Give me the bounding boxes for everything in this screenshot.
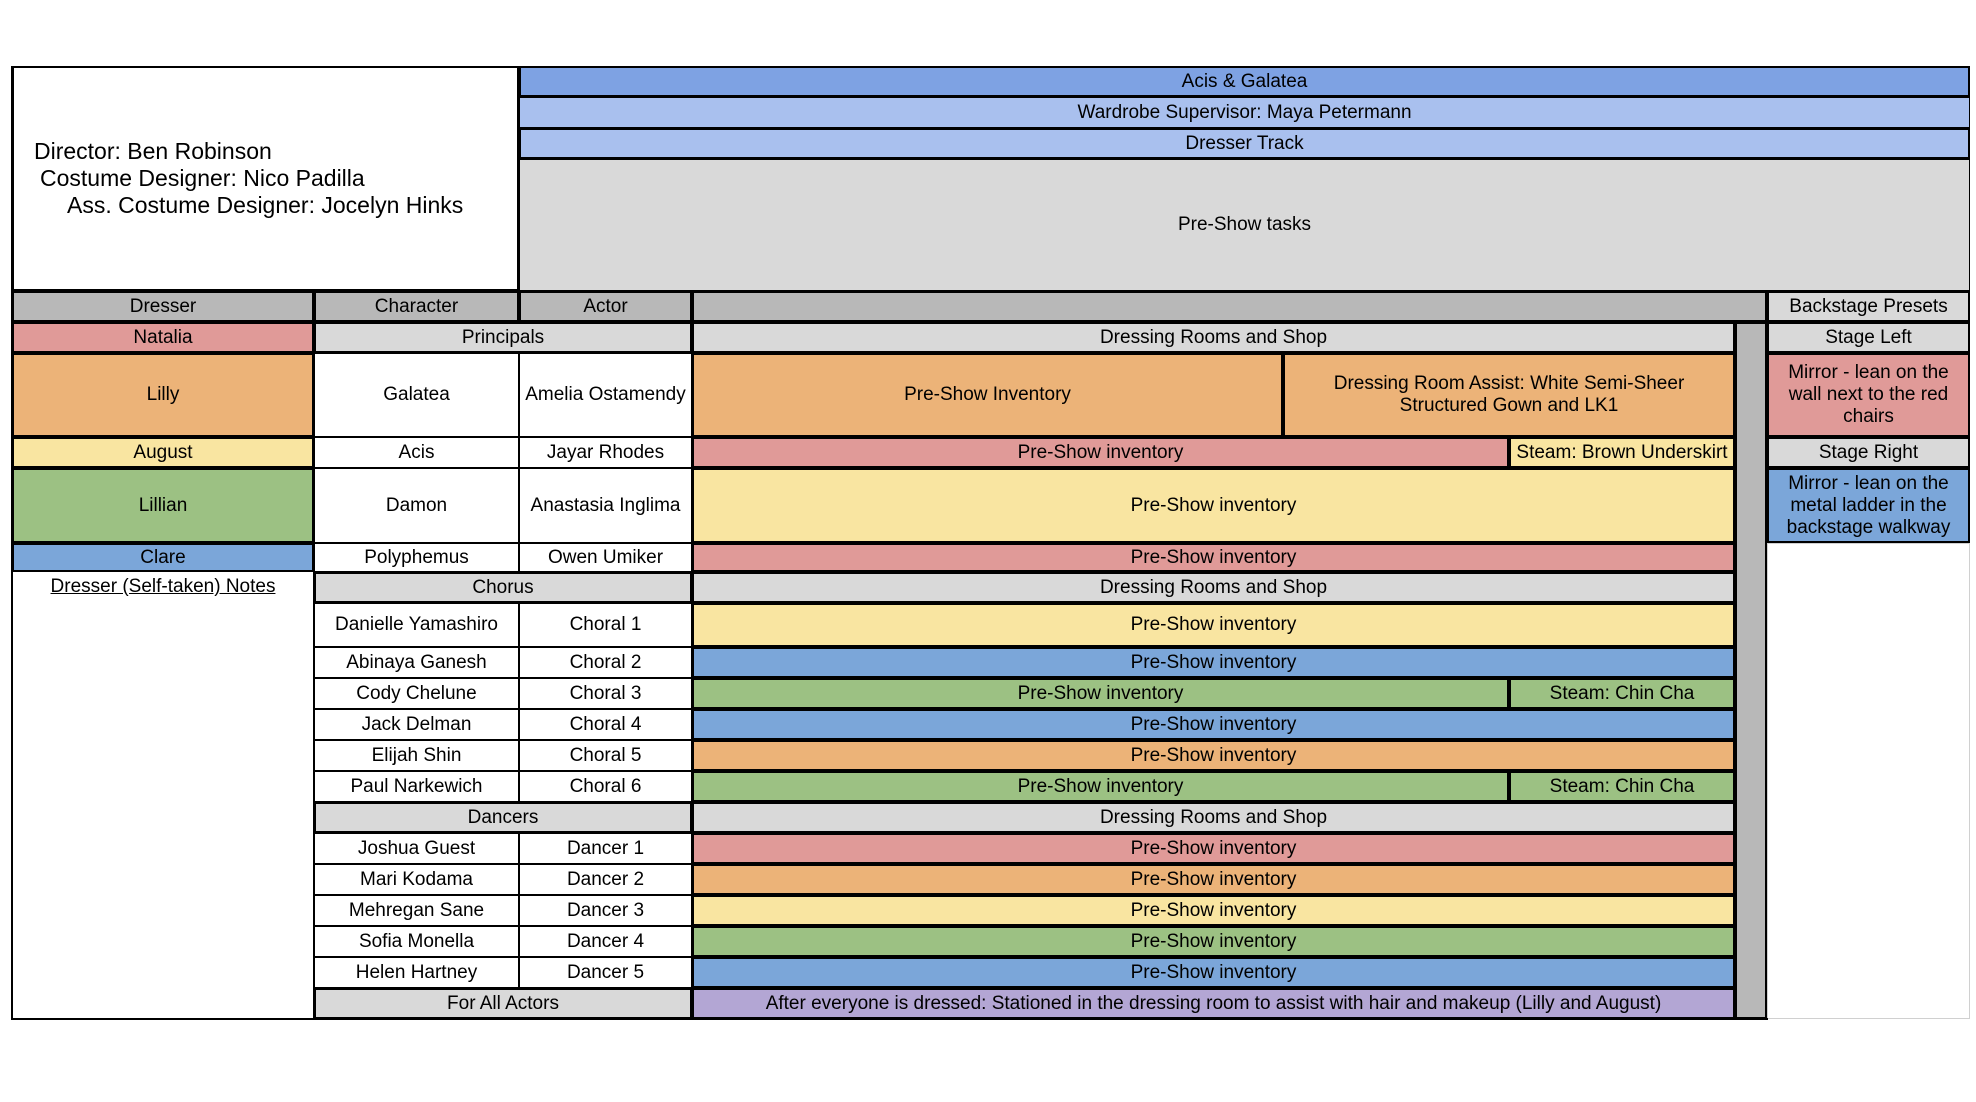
principals-row-task: Pre-Show inventory xyxy=(692,468,1735,543)
stage-left-header: Stage Left xyxy=(1767,322,1970,353)
chorus-row-task: Pre-Show inventory xyxy=(692,771,1509,802)
dresser-divider xyxy=(313,291,315,1020)
dancers-row-character: Helen Hartney xyxy=(314,957,519,988)
chorus-row-character: Jack Delman xyxy=(314,709,519,740)
dancers-row-task: Pre-Show inventory xyxy=(692,833,1735,864)
dancers-row-task: Pre-Show inventory xyxy=(692,926,1735,957)
column-header-presets: Backstage Presets xyxy=(1767,291,1970,322)
principals-row-task: Pre-Show inventory xyxy=(692,543,1735,572)
dancers-row-character: Mehregan Sane xyxy=(314,895,519,926)
principals-row-character: Damon xyxy=(314,468,519,543)
principals-location: Dressing Rooms and Shop xyxy=(692,322,1735,353)
track-title: Dresser Track xyxy=(519,128,1970,159)
dresser-natalia: Natalia xyxy=(12,322,314,353)
wardrobe-supervisor: Wardrobe Supervisor: Maya Petermann xyxy=(519,97,1970,128)
column-header-dresser: Dresser xyxy=(12,291,314,322)
dresser-notes-link[interactable]: Dresser (Self-taken) Notes xyxy=(50,576,276,597)
principals-row-actor: Owen Umiker xyxy=(519,543,692,572)
principals-row-character: Acis xyxy=(314,437,519,468)
dancers-row-character: Joshua Guest xyxy=(314,833,519,864)
all-actors-group-header: For All Actors xyxy=(314,988,692,1019)
stage-left-note: Mirror - lean on the wall next to the red chairs xyxy=(1767,353,1970,437)
principals-row-character: Galatea xyxy=(314,353,519,437)
dancers-row-task: Pre-Show inventory xyxy=(692,895,1735,926)
dancers-row-actor: Dancer 2 xyxy=(519,864,692,895)
dancers-row-actor: Dancer 4 xyxy=(519,926,692,957)
gray-spacer-column xyxy=(1735,322,1767,1019)
chorus-location: Dressing Rooms and Shop xyxy=(692,572,1735,603)
principals-row-task: Pre-Show inventory xyxy=(692,437,1509,468)
stage-right-note: Mirror - lean on the metal ladder in the backstage walkway xyxy=(1767,468,1970,543)
principals-row-actor: Anastasia Inglima xyxy=(519,468,692,543)
principals-row-character: Polyphemus xyxy=(314,543,519,572)
dancers-row-task: Pre-Show inventory xyxy=(692,957,1735,988)
dancers-row-actor: Dancer 3 xyxy=(519,895,692,926)
chorus-row-character: Danielle Yamashiro xyxy=(314,603,519,647)
bottom-border xyxy=(11,1018,1768,1020)
chorus-row-actor: Choral 3 xyxy=(519,678,692,709)
left-border xyxy=(11,66,13,1020)
chorus-row-task: Pre-Show inventory xyxy=(692,603,1735,647)
chorus-row-task: Pre-Show inventory xyxy=(692,709,1735,740)
principals-group-header: Principals xyxy=(314,322,692,353)
dancers-location: Dressing Rooms and Shop xyxy=(692,802,1735,833)
column-header-actor: Actor xyxy=(519,291,692,322)
dresser-lilly: Lilly xyxy=(12,353,314,437)
show-title: Acis & Galatea xyxy=(519,66,1970,97)
director-credit: Director: Ben Robinson xyxy=(34,138,272,164)
chorus-row-extra-task: Steam: Chin Cha xyxy=(1509,678,1735,709)
credits-text xyxy=(34,138,463,219)
chorus-row-actor: Choral 6 xyxy=(519,771,692,802)
chorus-row-actor: Choral 1 xyxy=(519,603,692,647)
presets-blank-area xyxy=(1767,543,1970,1019)
principals-row-actor: Amelia Ostamendy xyxy=(519,353,692,437)
chorus-row-character: Cody Chelune xyxy=(314,678,519,709)
principals-row-task: Pre-Show Inventory xyxy=(692,353,1283,437)
dresser-clare: Clare xyxy=(12,543,314,572)
chorus-row-actor: Choral 4 xyxy=(519,709,692,740)
column-header-character: Character xyxy=(314,291,519,322)
column-header-tasks xyxy=(692,291,1767,322)
chorus-row-character: Paul Narkewich xyxy=(314,771,519,802)
chorus-row-task: Pre-Show inventory xyxy=(692,678,1509,709)
principals-row-extra-task: Dressing Room Assist: White Semi-Sheer Structured Gown and LK1 xyxy=(1283,353,1735,437)
dancers-group-header: Dancers xyxy=(314,802,692,833)
chorus-row-task: Pre-Show inventory xyxy=(692,647,1735,678)
assistant-designer-credit: Ass. Costume Designer: Jocelyn Hinks xyxy=(67,192,464,218)
dancers-row-actor: Dancer 1 xyxy=(519,833,692,864)
chorus-row-extra-task: Steam: Chin Cha xyxy=(1509,771,1735,802)
chorus-row-character: Elijah Shin xyxy=(314,740,519,771)
section-title: Pre-Show tasks xyxy=(519,159,1970,291)
chorus-row-actor: Choral 5 xyxy=(519,740,692,771)
principals-row-extra-task: Steam: Brown Underskirt xyxy=(1509,437,1735,468)
chorus-row-task: Pre-Show inventory xyxy=(692,740,1735,771)
chorus-row-character: Abinaya Ganesh xyxy=(314,647,519,678)
dancers-row-character: Sofia Monella xyxy=(314,926,519,957)
principals-row-actor: Jayar Rhodes xyxy=(519,437,692,468)
all-actors-task: After everyone is dressed: Stationed in the dressing room to assist with hair and makeup (Lilly and August) xyxy=(692,988,1735,1019)
stage-right-header: Stage Right xyxy=(1767,437,1970,468)
chorus-group-header: Chorus xyxy=(314,572,692,603)
dresser-lillian: Lillian xyxy=(12,468,314,543)
dancers-row-task: Pre-Show inventory xyxy=(692,864,1735,895)
chorus-row-actor: Choral 2 xyxy=(519,647,692,678)
dancers-row-character: Mari Kodama xyxy=(314,864,519,895)
costume-designer-credit: Costume Designer: Nico Padilla xyxy=(40,165,365,191)
dresser-august: August xyxy=(12,437,314,468)
dancers-row-actor: Dancer 5 xyxy=(519,957,692,988)
